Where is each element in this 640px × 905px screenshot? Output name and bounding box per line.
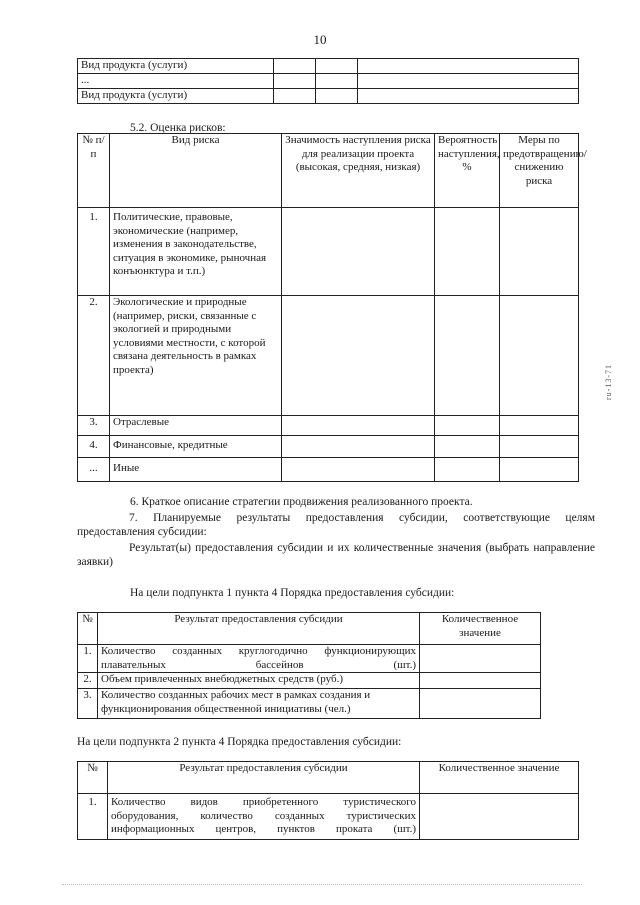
product-row-label: Вид продукта (услуги): [78, 59, 274, 74]
risk-table: [77, 133, 587, 482]
risk-section-title: 5.2. Оценка рисков:: [130, 122, 226, 134]
table2-caption: На цели подпункта 2 пункта 4 Порядка предоставления субсидии:: [77, 736, 402, 748]
table2-row-result: Количество видов приобретенного туристического оборудования, количество созданных туристических информационных центров, пунктов проката (шт.): [108, 794, 420, 840]
risk-type: Отраслевые: [110, 416, 282, 436]
footer-line: [62, 884, 582, 886]
table1-caption: На цели подпункта 1 пункта 4 Порядка предоставления субсидии:: [130, 587, 455, 599]
page-number: 10: [313, 32, 327, 47]
risk-type: Иные: [110, 458, 282, 482]
risk-type: Политические, правовые, экономические (например, изменения в законодательстве, ситуация в экономике, рыночная конъюнктура и т.п.): [110, 208, 282, 296]
product-row-label: Вид продукта (услуги): [78, 89, 274, 104]
side-stamp-mark: ru-13-71: [604, 364, 613, 400]
table1-header-value: Количественное значение: [420, 613, 541, 645]
table1-row-num: 1.: [78, 645, 98, 673]
section-6-text: 6. Краткое описание стратегии продвижения реализованного проекта.: [130, 496, 473, 508]
table1-row-result: Объем привлеченных внебюджетных средств (руб.): [98, 673, 420, 689]
header-num: № п/п: [78, 134, 110, 208]
table1-header-result: Результат предоставления субсидии: [98, 613, 420, 645]
table2-header-result: Результат предоставления субсидии: [108, 762, 420, 794]
table2-header-num: №: [78, 762, 108, 794]
table1-row-result: Количество созданных рабочих мест в рамках создания и функционирования общественной инициативы (чел.): [98, 689, 420, 719]
product-table: [77, 58, 579, 104]
table2-header-value: Количественное значение: [420, 762, 579, 794]
risk-num: ...: [78, 458, 110, 482]
table1-row-result: Количество созданных круглогодично функционирующих плавательных бассейнов (шт.): [98, 645, 420, 673]
section-7-subtext: Результат(ы) предоставления субсидии и их количественные значения (выбрать направление заявки): [77, 542, 595, 568]
section-7-text: 7. Планируемые результаты предоставления субсидии, соответствующие целям предоставления субсидии:: [77, 512, 595, 538]
risk-num: 3.: [78, 416, 110, 436]
table1-header-num: №: [78, 613, 98, 645]
header-risk-type: Вид риска: [110, 134, 282, 208]
risk-type: Экологические и природные (например, риски, связанные с экологией и природными условиями местности, с которой связана деятельность в рамках проекта): [110, 296, 282, 416]
results-table-1: [77, 612, 541, 719]
risk-type: Финансовые, кредитные: [110, 436, 282, 458]
results-table-2: [77, 761, 579, 840]
table1-row-num: 3.: [78, 689, 98, 719]
header-significance: Значимость наступления риска для реализации проекта (высокая, средняя, низкая): [282, 134, 435, 208]
risk-num: 1.: [78, 208, 110, 296]
table1-row-num: 2.: [78, 673, 98, 689]
table2-row-num: 1.: [78, 794, 108, 840]
risk-num: 4.: [78, 436, 110, 458]
product-row-label: ...: [78, 74, 274, 89]
header-measures: Меры по предотвращению/снижению риска: [500, 134, 579, 208]
risk-num: 2.: [78, 296, 110, 416]
header-probability: Вероятность наступления, %: [435, 134, 500, 208]
